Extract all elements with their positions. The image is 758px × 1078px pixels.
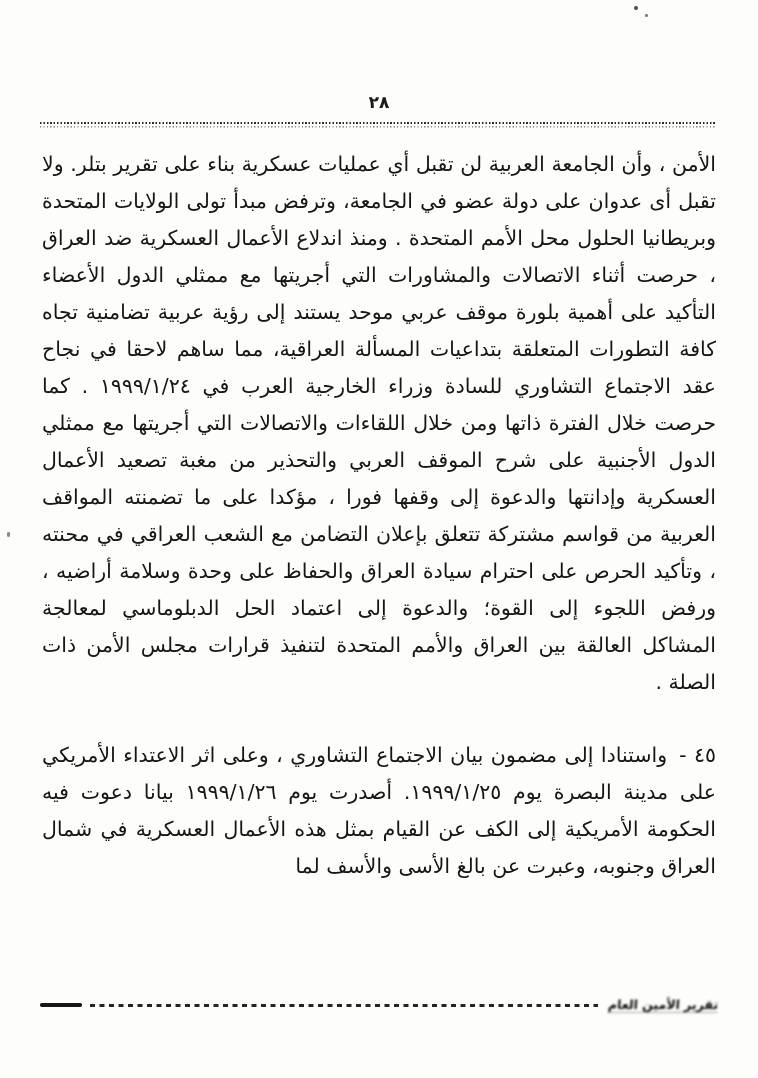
footer-dash-mark: [40, 1003, 82, 1007]
paragraph-text: الأمن ، وأن الجامعة العربية لن تقبل أي عمليات عسكرية بناء على تقرير بتلر. ولا تقبل أى عدوان على دولة عضو في الجامعة، وترفض مبدأ تولى الولايات المتحدة وبريطانيا الحلول محل الأمم المتحدة . ومنذ اندلاع الأعمال العسكرية ضد العراق ، حرصت أثناء الاتصالات والمشاورات التي أجريتها مع ممثلي الدول الأعضاء التأكيد على أهمية بلورة موقف عربي موحد يستند إلى رؤية عربية تضامنية تجاه كافة التطورات المتعلقة بتداعيات المسألة العراقية، مما ساهم لاحقا في نجاح عقد الاجتماع التشاوري للسادة وزراء الخارجية العرب في ١٩٩٩/١/٢٤ . كما حرصت خلال الفترة ذاتها ومن خلال اللقاءات والاتصالات التي أجريتها مع ممثلي الدول الأجنبية على شرح الموقف العربي والتحذير من مغبة تصعيد الأعمال العسكرية وإدانتها والدعوة إلى وقفها فورا ، مؤكدا على ما تضمنته المواقف العربية من قواسم مشتركة تتعلق بإعلان التضامن مع الشعب العراقي في محنته ، وتأكيد الحرص على احترام سيادة العراق والحفاظ على وحدة وسلامة أراضيه ، ورفض اللجوء إلى القوة؛ والدعوة إلى اعتماد الحل الدبلوماسي لمعالجة المشاكل العالقة بين العراق والأمم المتحدة لتنفيذ قرارات مجلس الأمن ذات الصلة .: [42, 152, 717, 694]
scan-speck: [7, 532, 10, 537]
paragraph-item-45: [42, 737, 716, 885]
paragraph-continuation: [42, 146, 716, 701]
bottom-divider: [90, 1004, 598, 1007]
page-number: ٢٨: [368, 93, 390, 113]
item-number: ٤٥ -: [679, 743, 716, 767]
scan-speck: [634, 6, 638, 10]
text-block: [42, 146, 716, 885]
footer-stamp: تقرير الأمين العام: [607, 997, 719, 1012]
paragraph-text: واستنادا إلى مضمون بيان الاجتماع التشاوري ، وعلى اثر الاعتداء الأمريكي على مدينة البصرة يوم ١٩٩٩/١/٢٥. أصدرت يوم ١٩٩٩/١/٢٦ بيانا دعوت فيه الحكومة الأمريكية إلى الكف عن القيام بمثل هذه الأعمال العسكرية في شمال العراق وجنوبه، وعبرت عن بالغ الأسى والأسف لما: [42, 743, 716, 878]
page-footer: [40, 992, 718, 1018]
top-divider: [40, 122, 716, 128]
scan-speck: [645, 14, 648, 17]
